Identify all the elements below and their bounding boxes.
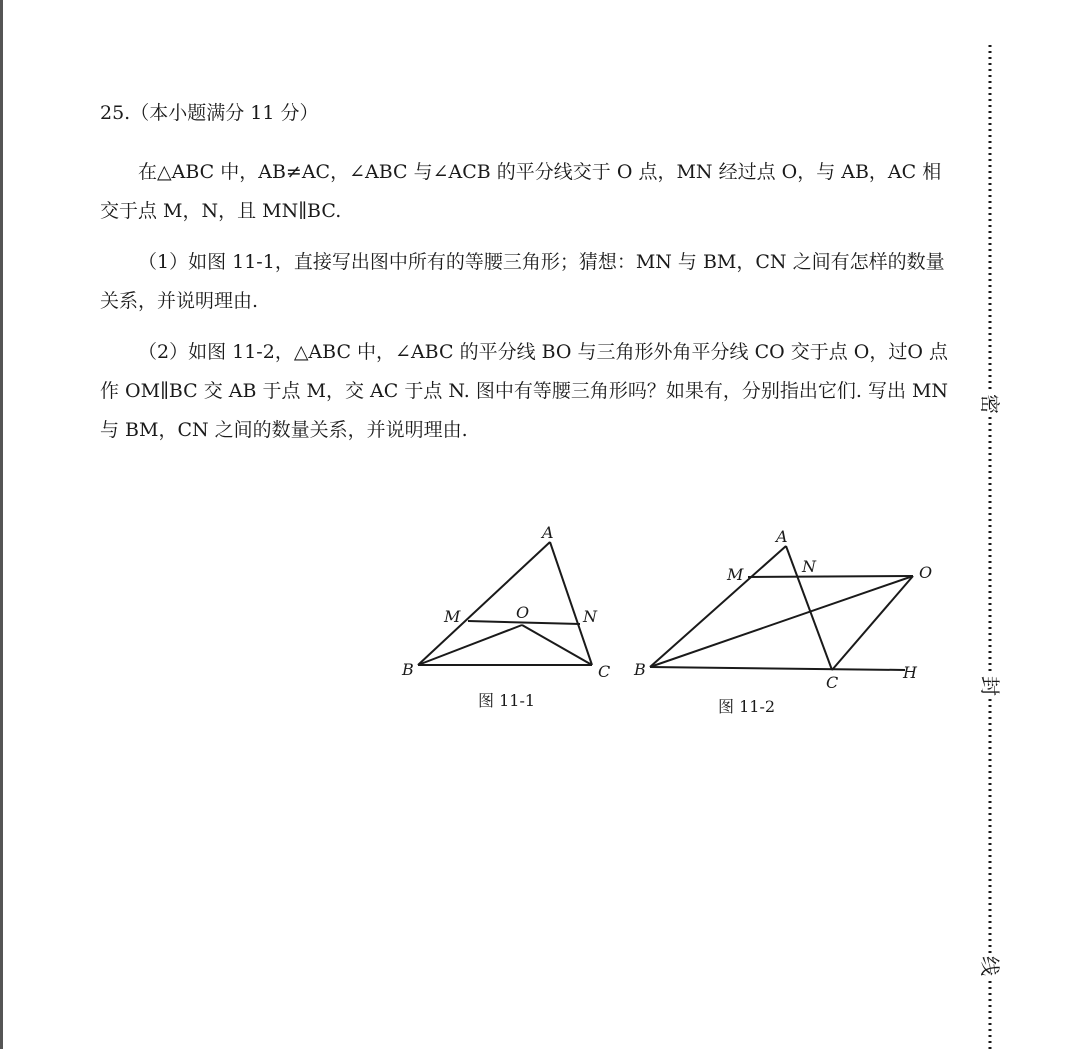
seal-char-mi: 密 bbox=[978, 394, 1002, 414]
fig2-label-n: N bbox=[802, 557, 816, 576]
fig2-caption: 图 11-2 bbox=[718, 697, 776, 716]
fig2-segment-mo bbox=[748, 576, 913, 577]
fig1-label-c: C bbox=[598, 662, 611, 681]
fig2-label-h: H bbox=[903, 663, 917, 682]
fig2-side-ab bbox=[650, 546, 786, 667]
fig1-label-o: O bbox=[516, 603, 530, 622]
fig1-label-b: B bbox=[402, 660, 414, 679]
fig1-label-n: N bbox=[583, 607, 597, 626]
problem-heading: 25.（本小题满分 11 分） bbox=[100, 102, 319, 124]
fig1-side-ab bbox=[418, 542, 550, 665]
fig1-caption: 图 11-1 bbox=[478, 691, 536, 710]
fig2-label-b: B bbox=[634, 660, 646, 679]
fig1-label-a: A bbox=[542, 523, 554, 542]
seal-char-feng: 封 bbox=[978, 676, 1002, 696]
fig1-label-m: M bbox=[444, 607, 461, 626]
problem-part-1: （1）如图 11-1，直接写出图中所有的等腰三角形；猜想：MN 与 BM，CN 之间有怎样的数量关系，并说明理由. bbox=[100, 251, 945, 312]
fig2-label-o: O bbox=[919, 563, 933, 582]
figures bbox=[380, 510, 980, 770]
page-edge bbox=[0, 0, 3, 1049]
seal-char-xian: 线 bbox=[978, 956, 1002, 976]
fig1-segment-co bbox=[522, 625, 592, 665]
fig2-label-c: C bbox=[826, 673, 839, 692]
figures-svg bbox=[380, 510, 980, 770]
figure-11-2 bbox=[650, 546, 913, 670]
fig2-line-bh bbox=[650, 667, 905, 670]
binding-dots bbox=[970, 40, 1020, 1049]
fig1-side-ac bbox=[550, 542, 592, 665]
problem-25 bbox=[100, 100, 950, 462]
fig1-segment-bo bbox=[418, 625, 522, 665]
fig2-label-a: A bbox=[776, 527, 788, 546]
problem-part-2: （2）如图 11-2，△ABC 中，∠ABC 的平分线 BO 与三角形外角平分线 CO 交于点 O，过O 点作 OM∥BC 交 AB 于点 M，交 AC 于点 N. 图中有等腰三角形吗？如果有，分别指出它们. 写出 MN 与 BM，CN 之间的数量关系，并说明理由. bbox=[100, 341, 949, 441]
fig2-label-m: M bbox=[727, 565, 744, 584]
binding-line bbox=[970, 40, 1020, 1049]
figure-11-1 bbox=[418, 542, 592, 665]
problem-intro: 在△ABC 中，AB≠AC，∠ABC 与∠ACB 的平分线交于 O 点，MN 经过点 O，与 AB，AC 相交于点 M，N，且 MN∥BC. bbox=[100, 161, 942, 222]
